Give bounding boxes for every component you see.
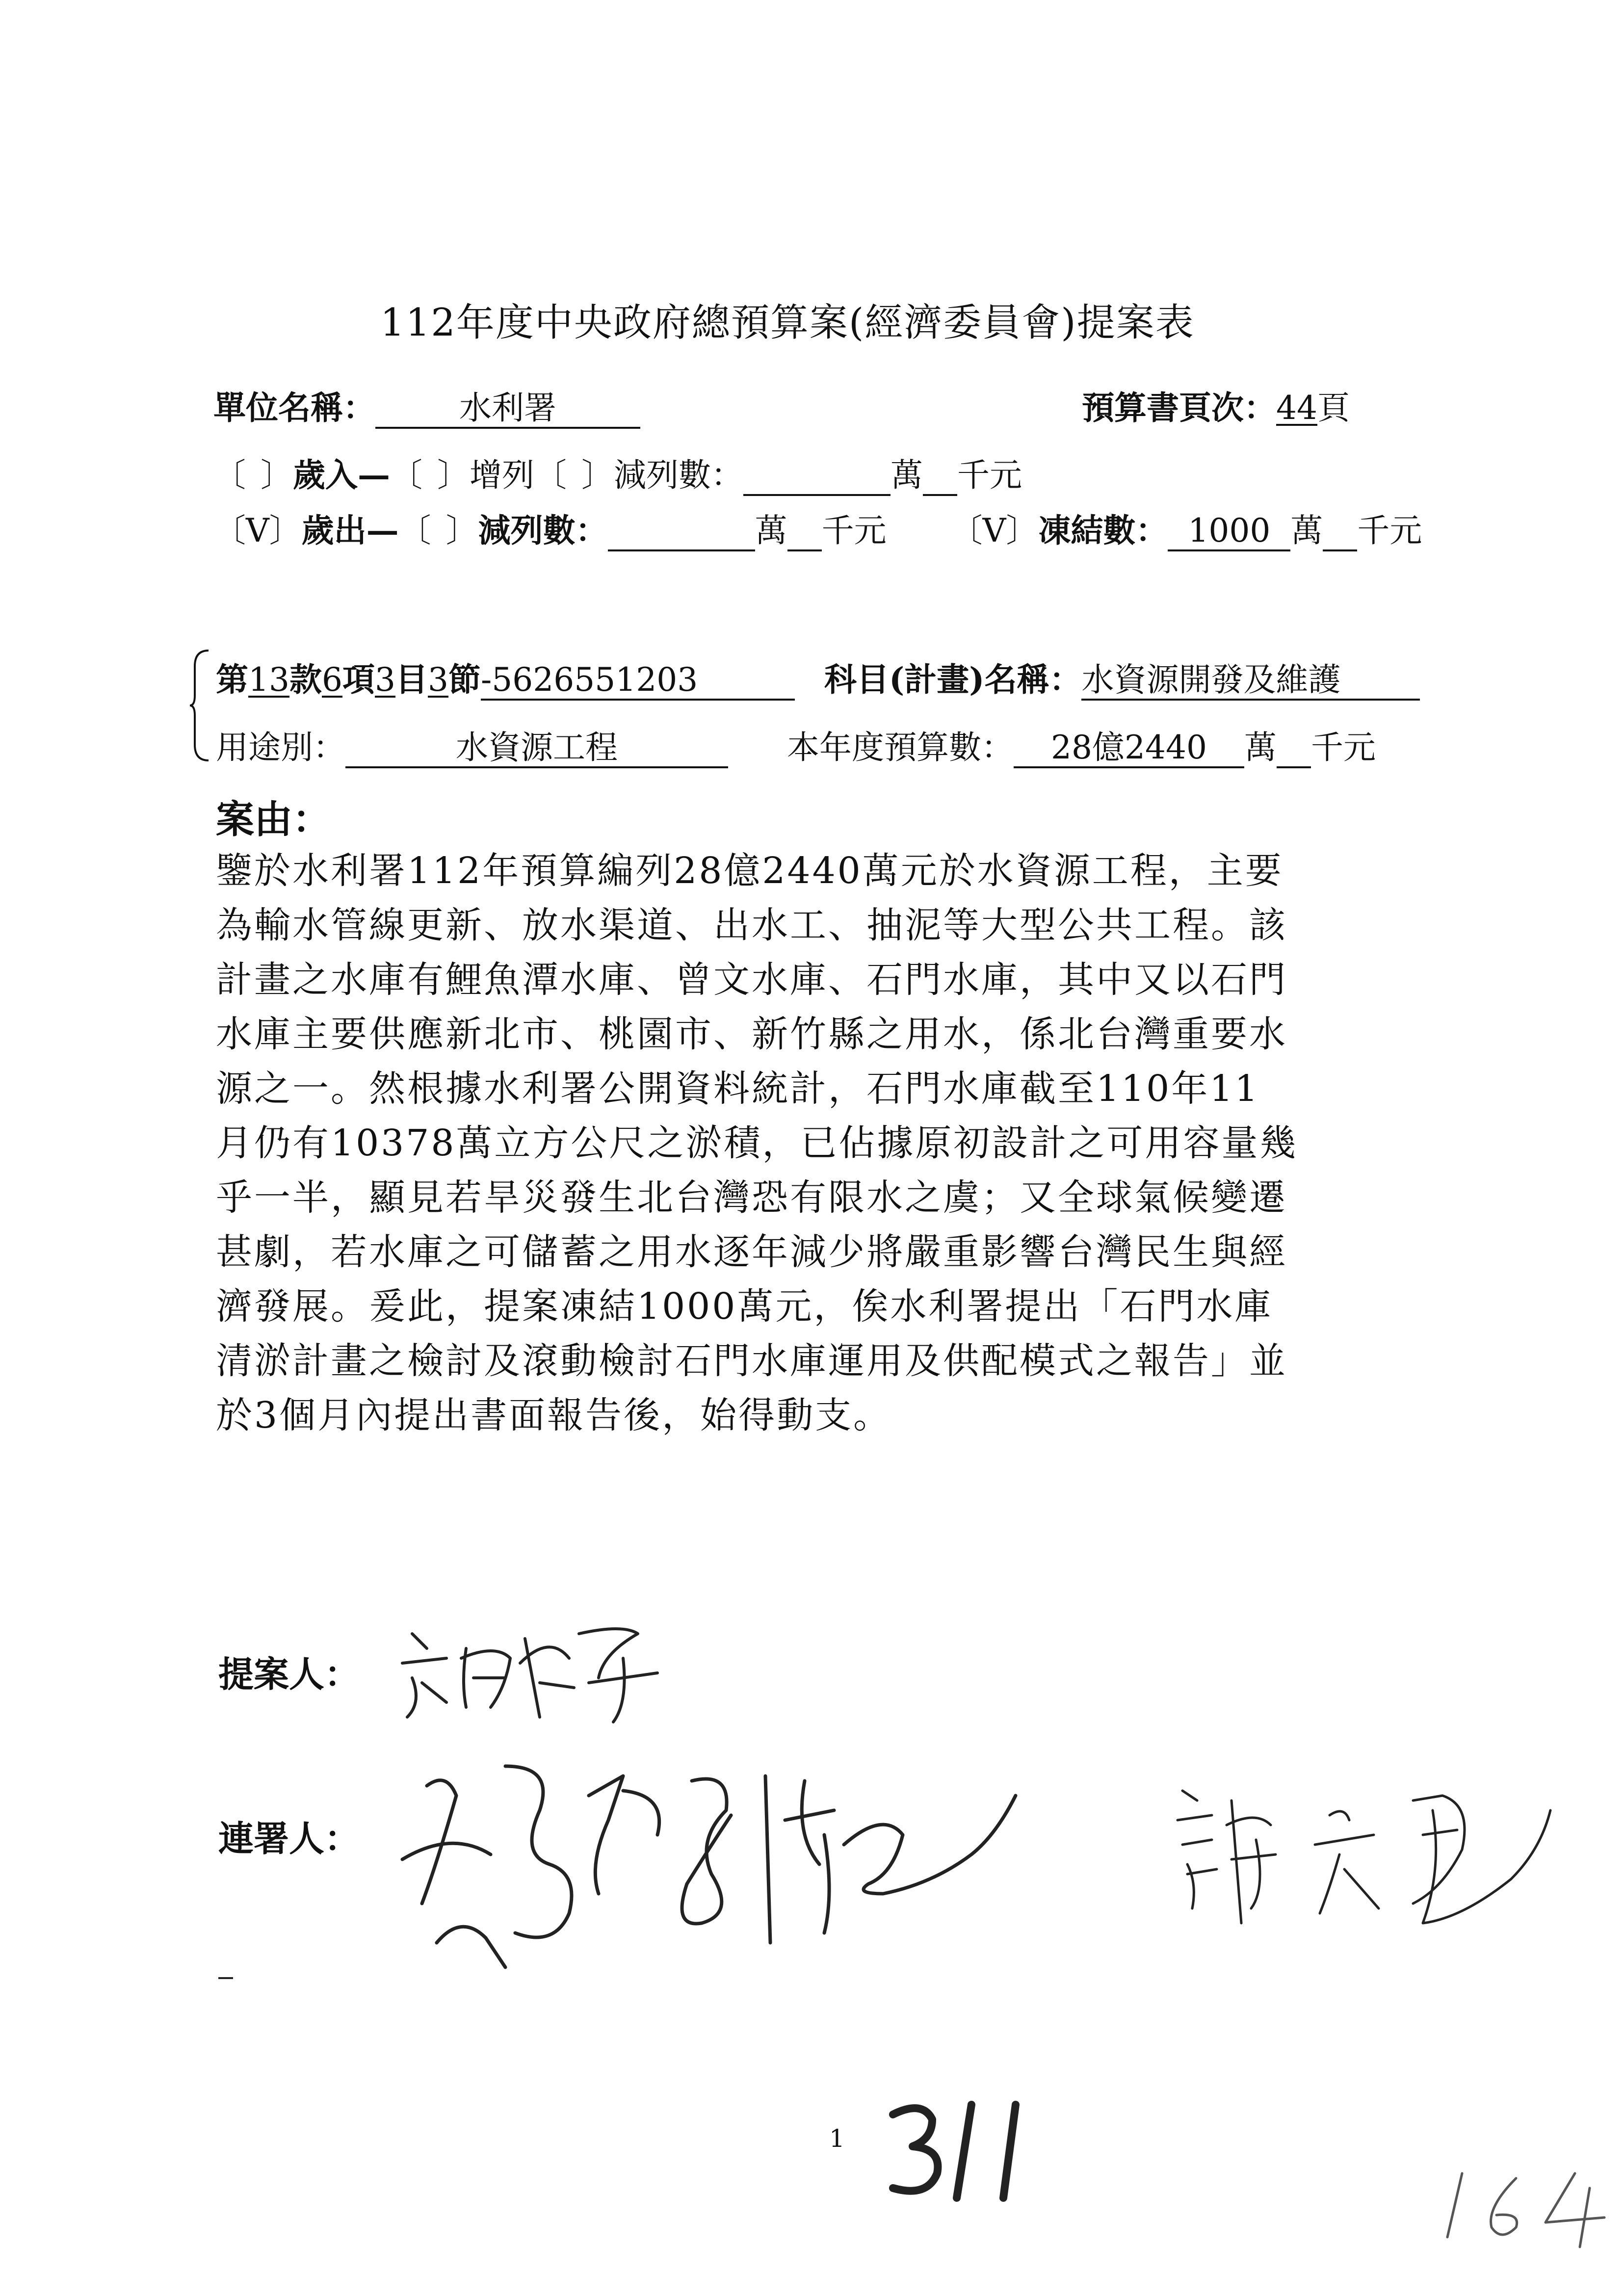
qian-yuan-unit: 千元 [957,456,1022,494]
reason-line: 鑒於水利署112年預算編列28億2440萬元於水資源工程，主要 [216,850,1283,892]
bracket-close: 〕 [445,512,478,549]
unit-value: 水利署 [375,390,640,429]
mu-label: 目 [395,660,428,699]
bracket-open: 〔 [390,456,422,494]
freeze-label: 凍結數： [1038,511,1168,549]
reason-heading: 案由： [216,797,331,842]
subject-value: 水資源開發及維護 [1081,661,1420,701]
qian-yuan-unit: 千元 [821,512,887,549]
wan-unit: 萬 [1244,729,1277,766]
unit-label: 單位名稱： [213,389,375,427]
budget-code: -5626551203 [481,661,795,701]
budget-page-value: 44 [1276,389,1317,427]
qian-yuan-unit: 千元 [1357,512,1422,549]
di-label: 第 [216,660,248,699]
cosigner-signature-2 [1168,1761,1560,1943]
jie-label: 節 [448,660,481,699]
decrease-blank [743,457,891,496]
freeze-value: 1000 [1168,512,1290,551]
qian-blank [1323,512,1357,551]
proposer-signature [393,1604,667,1732]
kuan-number: 13 [248,661,289,699]
annual-budget-value: 28億2440 [1014,729,1244,768]
mu-number: 3 [374,661,395,699]
unit-line [213,382,640,429]
xiang-number: 6 [321,661,342,699]
jie-number: 3 [427,661,448,699]
use-value: 水資源工程 [345,729,728,768]
qian-blank [923,457,957,496]
increase-label: 增列 [470,456,534,494]
expenditure-label: 歲出— [301,511,399,549]
expenditure-decrease-label: 減列數： [478,511,608,549]
wan-unit: 萬 [1290,512,1323,549]
use-label: 用途別： [216,729,345,766]
dash-mark [218,1977,233,1979]
page-title: 112年度中央政府總預算案(經濟委員會)提案表 [380,301,1195,345]
budget-page-suffix: 頁 [1317,389,1350,427]
reason-line: 月仍有10378萬立方公尺之淤積，已佔據原初設計之可用容量幾 [216,1122,1298,1164]
reason-line: 源之一。然根據水利署公開資料統計，石門水庫截至110年11 [216,1068,1260,1110]
expenditure-line [213,504,1422,551]
wan-unit: 萬 [755,512,787,549]
qian-blank [787,512,822,551]
bracket-open: 〔 [398,512,431,549]
bracket-open: 〔 [950,512,983,549]
subject-label: 科目(計畫)名稱： [824,660,1082,699]
qian-blank [1277,729,1311,768]
classification-line [216,653,1420,701]
bracket-close: 〕 [1006,512,1039,549]
handwritten-number-311 [883,2095,1030,2208]
expenditure-check: V [246,512,269,549]
freeze-check: V [982,512,1006,549]
cosigner-label: 連署人： [218,1818,360,1859]
bracket-close: 〕 [261,456,293,494]
wan-unit: 萬 [891,456,923,494]
reason-line: 水庫主要供應新北市、桃園市、新竹縣之用水，係北台灣重要水 [216,1013,1287,1055]
bracket-open: 〔 [534,456,567,494]
reason-body [216,844,1298,1443]
bracket-close: 〕 [269,512,302,549]
page-number: 1 [829,2124,845,2153]
xiang-label: 項 [342,660,375,699]
reason-line: 於3個月內提出書面報告後，始得動支。 [216,1394,892,1436]
reason-line: 計畫之水庫有鯉魚潭水庫、曾文水庫、石門水庫，其中又以石門 [216,959,1287,1001]
revenue-label: 歲入— [293,456,390,494]
qian-yuan-unit: 千元 [1311,729,1376,766]
proposer-label: 提案人： [218,1653,360,1695]
expenditure-decrease-blank [608,512,755,551]
bracket-close: 〕 [581,456,614,494]
use-line [216,721,1376,768]
reason-line: 濟發展。爰此，提案凍結1000萬元，俟水利署提出「石門水庫 [216,1285,1273,1328]
kuan-label: 款 [289,660,322,699]
reason-line: 甚劇，若水庫之可儲蓄之用水逐年減少將嚴重影響台灣民生與經 [216,1231,1287,1273]
reason-line: 乎一半，顯見若旱災發生北台灣恐有限水之虞；又全球氣候變遷 [216,1176,1287,1219]
decrease-label: 減列數： [614,456,743,494]
bracket-open: 〔 [213,456,246,494]
bracket-close: 〕 [437,456,470,494]
classification-bracket [189,647,213,764]
budget-page-label: 預算書頁次： [1082,389,1276,427]
reason-line: 清淤計畫之檢討及滾動檢討石門水庫運用及供配模式之報告」並 [216,1340,1287,1382]
budget-page-line [1082,382,1350,428]
handwritten-number-164 [1433,2154,1619,2252]
annual-budget-label: 本年度預算數： [787,729,1014,766]
reason-line: 為輸水管線更新、放水渠道、出水工、抽泥等大型公共工程。該 [216,904,1287,946]
bracket-open: 〔 [213,512,246,549]
cosigner-signature-1 [393,1737,1030,1992]
revenue-line [213,449,1022,496]
